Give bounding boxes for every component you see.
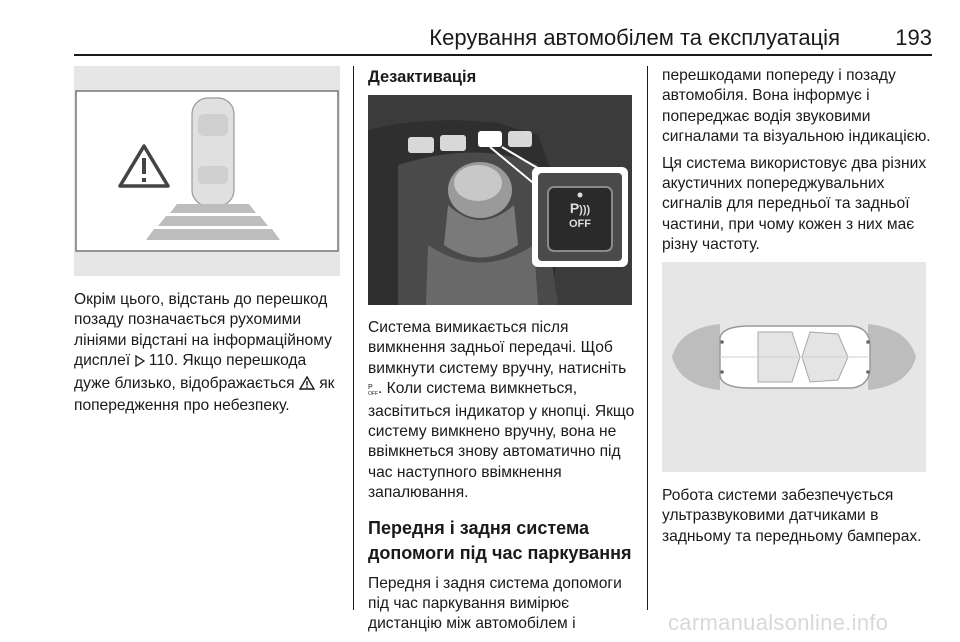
car-side-top-view-icon xyxy=(720,326,870,388)
front-rear-sensor-figure xyxy=(662,262,926,472)
page-reference-icon xyxy=(135,353,145,373)
console-photo-figure xyxy=(368,95,632,305)
left-paragraph-part2: . Якщо перешкода дуже близько, відображається xyxy=(74,352,307,392)
right-column-text-top xyxy=(662,66,934,256)
right-paragraph-1: перешкодами попереду і позаду автомобіля. Вона інформує і попереджає водія звуковими сигналами та візуальною індикацією. xyxy=(662,67,931,146)
middle-paragraph-part3: Передня і задня система допомоги під час паркування вимірює дистанцію між автомобілем і xyxy=(368,574,622,633)
column-divider-right xyxy=(647,66,648,610)
button-label-off: OFF xyxy=(569,218,591,230)
header-rule xyxy=(74,54,932,56)
left-paragraph-part3: як попередження про небезпеку. xyxy=(74,374,335,415)
rear-parking-display-figure xyxy=(74,66,340,276)
column-divider-left xyxy=(353,66,354,610)
sensor-zone-right xyxy=(868,324,916,390)
svg-text:P: P xyxy=(368,384,373,392)
watermark: carmanualsonline.info xyxy=(668,610,889,635)
page-reference: 110 xyxy=(148,352,174,370)
left-paragraph-part1: Окрім цього, відстань до перешкод позаду позначається рухомими лініями відстані на інформаційному дисплеї xyxy=(74,291,332,370)
car-top-view-icon xyxy=(192,98,234,206)
sensor-zone-left xyxy=(672,324,720,390)
page-number: 193 xyxy=(895,25,932,50)
right-paragraph-3: Робота системи забезпечується ультразвуковими датчиками в задньому та передньому бамперах. xyxy=(662,487,922,545)
svg-text:OFF: OFF xyxy=(368,391,378,396)
section-heading-deactivation: Дезактивація xyxy=(368,68,477,86)
middle-paragraph-part1: Система вимикається після вимкнення задньої передачі. Щоб вимкнути систему вручну, натисніть xyxy=(368,319,627,377)
middle-column-text xyxy=(368,318,640,635)
warning-triangle-icon xyxy=(299,376,315,396)
middle-paragraph-part2: . Коли система вимкнеться, засвітиться індикатор у кнопці. Якщо систему вимкнено вручну, вона не ввімкнеться знову автоматично під час наступного ввімкнення запалювання. xyxy=(368,380,635,502)
left-column-text xyxy=(74,290,346,416)
section-heading-front-rear: Передня і задня система допомоги під час паркування xyxy=(368,517,632,563)
park-assist-off-button xyxy=(548,201,612,231)
right-column-text-bottom xyxy=(662,486,934,547)
button-label-p: P xyxy=(569,200,580,216)
page-header-title: Керування автомобілем та експлуатація xyxy=(429,25,840,50)
sound-wave-icon: ))) xyxy=(579,204,591,216)
right-paragraph-2: Ця система використовує два різних акустичних попереджувальних сигналів для передньої та задньої частини, при чому кожен з них має різну частоту. xyxy=(662,154,927,254)
park-assist-icon xyxy=(368,381,378,401)
